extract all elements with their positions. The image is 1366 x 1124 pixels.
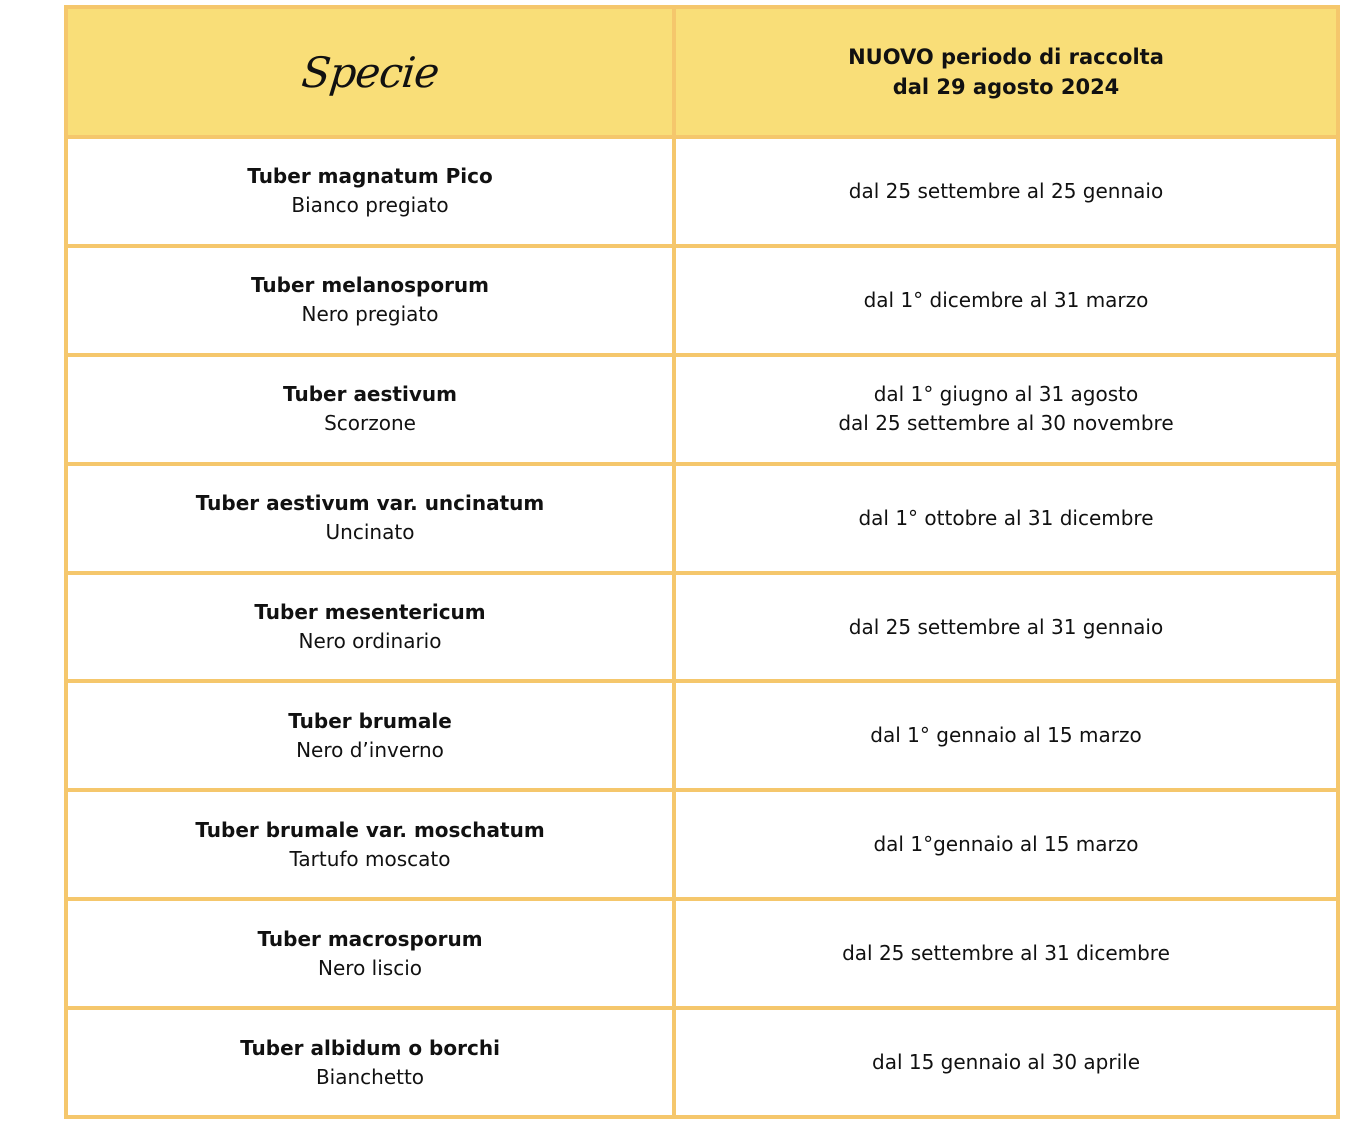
table-row [66,1008,1338,1117]
common-name: Nero liscio [318,955,422,980]
species-column-header [66,7,674,137]
truffle-season-table [64,5,1340,1119]
harvest-period-cell [674,790,1338,899]
scientific-name: Tuber brumale var. moschatum [195,817,545,842]
period-header-line2: dal 29 agosto 2024 [892,75,1120,99]
common-name: Bianco pregiato [291,193,449,218]
common-name: Nero d’inverno [296,737,444,762]
harvest-period-text: dal 15 gennaio al 30 aprile [872,1050,1140,1075]
harvest-period-text: dal 25 settembre al 31 gennaio [848,614,1164,639]
harvest-period-text: dal 1° dicembre al 31 marzo [863,287,1149,312]
common-name: Uncinato [325,520,415,545]
period-column-header [674,7,1338,137]
table-body [66,137,1338,1117]
common-name: Nero ordinario [298,629,442,653]
common-name: Tartufo moscato [289,846,451,871]
harvest-period-cell [674,1008,1338,1117]
scientific-name: Tuber melanosporum [250,273,490,298]
scientific-name: Tuber aestivum var. uncinatum [195,491,545,516]
table-row [66,355,1338,464]
harvest-period-text: dal 1° giugno al 31 agosto [873,382,1139,407]
scientific-name: Tuber aestivum [283,382,457,407]
table-row [66,573,1338,682]
harvest-period-text: dal 25 settembre al 25 gennaio [848,178,1164,203]
harvest-period-cell [674,464,1338,573]
table-row [66,246,1338,355]
scientific-name: Tuber macrosporum [257,926,483,951]
common-name: Nero pregiato [301,302,439,327]
scientific-name: Tuber albidum o borchi [240,1035,500,1060]
species-cell [66,355,674,464]
harvest-period-cell [674,246,1338,355]
species-cell [66,464,674,573]
common-name: Bianchetto [315,1064,425,1089]
harvest-period-text: dal 25 settembre al 31 dicembre [842,941,1170,966]
period-header-line1: NUOVO periodo di raccolta [848,45,1164,69]
scientific-name: Tuber brumale [288,708,452,733]
table-header-row [66,7,1338,137]
table-row [66,681,1338,790]
species-cell [66,681,674,790]
harvest-period-cell [674,681,1338,790]
harvest-period-cell [674,355,1338,464]
table-row [66,464,1338,573]
table-row [66,790,1338,899]
scientific-name: Tuber magnatum Pico [247,164,493,189]
species-cell [66,790,674,899]
table-row [66,899,1338,1008]
species-cell [66,573,674,682]
table-row [66,137,1338,246]
harvest-period-text: dal 1° ottobre al 31 dicembre [858,505,1154,530]
harvest-period-cell [674,899,1338,1008]
harvest-period-cell [674,137,1338,246]
period-header-label [686,42,1326,102]
harvest-period-text: dal 1° gennaio al 15 marzo [870,723,1142,748]
common-name: Scorzone [324,411,416,436]
species-cell [66,246,674,355]
harvest-period-cell [674,573,1338,682]
harvest-period-text: dal 25 settembre al 30 novembre [838,411,1174,436]
truffle-season-table-container [64,5,1336,1115]
harvest-period-text: dal 1°gennaio al 15 marzo [873,832,1139,857]
scientific-name: Tuber mesentericum [254,600,486,624]
species-cell [66,899,674,1008]
species-cell [66,1008,674,1117]
species-cell [66,137,674,246]
species-header-label: Specie [299,47,441,97]
